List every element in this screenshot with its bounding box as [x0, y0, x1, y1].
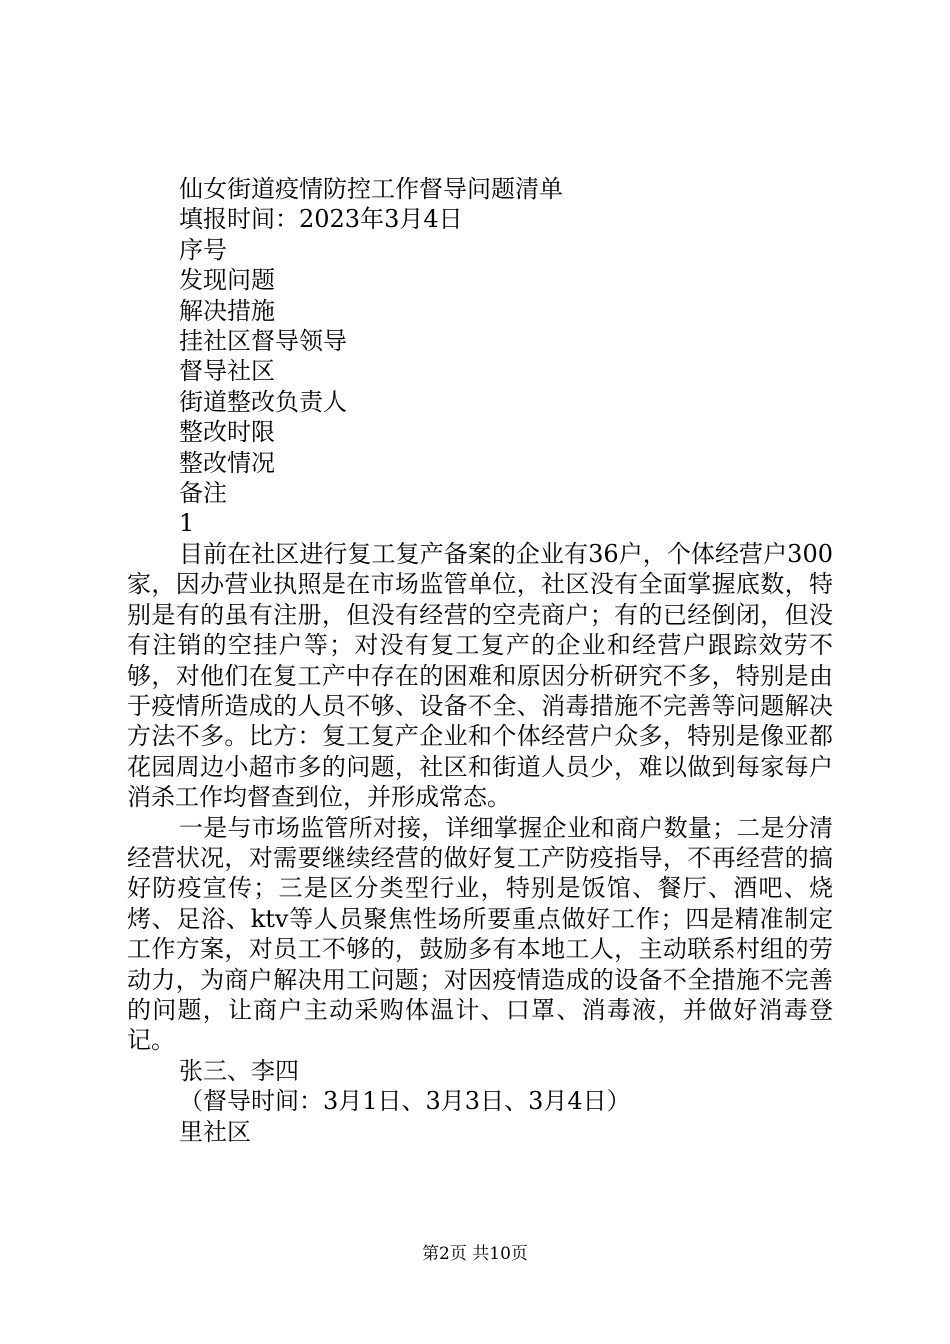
fill-date: 填报时间：2023年3月4日 [179, 205, 463, 234]
header-remarks: 备注 [179, 479, 227, 508]
header-problem: 发现问题 [179, 266, 275, 295]
header-community: 督导社区 [179, 357, 275, 386]
header-status: 整改情况 [179, 448, 275, 477]
row-number: 1 [179, 509, 195, 538]
header-responsible: 街道整改负责人 [179, 387, 347, 416]
measures-paragraph: 一是与市场监管所对接，详细掌握企业和商户数量；二是分清经营状况，对需要继续经营的做好复工产防疫指导，不再经营的搞好防疫宣传；三是区分类型行业，特别是饭馆、餐厅、酒吧、烧烤、足浴、ktv等人员聚焦性场所要重点做好工作；四是精准制定工作方案，对员工不够的，鼓励多有本地工人，主动联系村组的劳动力，为商户解决用工问题；对因疫情造成的设备不全措施不完善的问题，让商户主动采购体温计、口罩、消毒液，并做好消毒登记。 [127, 813, 833, 1055]
community-name: 里社区 [179, 1117, 251, 1146]
page-footer: 第2页 共10页 [422, 1244, 528, 1264]
header-leader: 挂社区督导领导 [179, 327, 347, 356]
document-body [127, 174, 833, 1147]
document-title: 仙女街道疫情防控工作督导问题清单 [179, 175, 563, 203]
leaders: 张三、李四 [179, 1056, 299, 1085]
header-deadline: 整改时限 [179, 418, 275, 447]
header-measures: 解决措施 [179, 296, 275, 325]
supervision-time: （督导时间：3月1日、3月3日、3月4日） [179, 1087, 631, 1116]
problem-paragraph: 目前在社区进行复工复产备案的企业有36户，个体经营户300家，因办营业执照是在市场监管单位，社区没有全面掌握底数，特别是有的虽有注册，但没有经营的空壳商户；有的已经倒闭，但没有注销的空挂户等；对没有复工复产的企业和经营户跟踪效劳不够，对他们在复工产中存在的困难和原因分析研究不多，特别是由于疫情所造成的人员不够、设备不全、消毒措施不完善等问题解决方法不多。比方：复工复产企业和个体经营户众多，特别是像亚都花园周边小超市多的问题，社区和街道人员少，难以做到每家每户消杀工作均督查到位，并形成常态。 [127, 539, 833, 812]
header-serial: 序号 [179, 235, 227, 264]
